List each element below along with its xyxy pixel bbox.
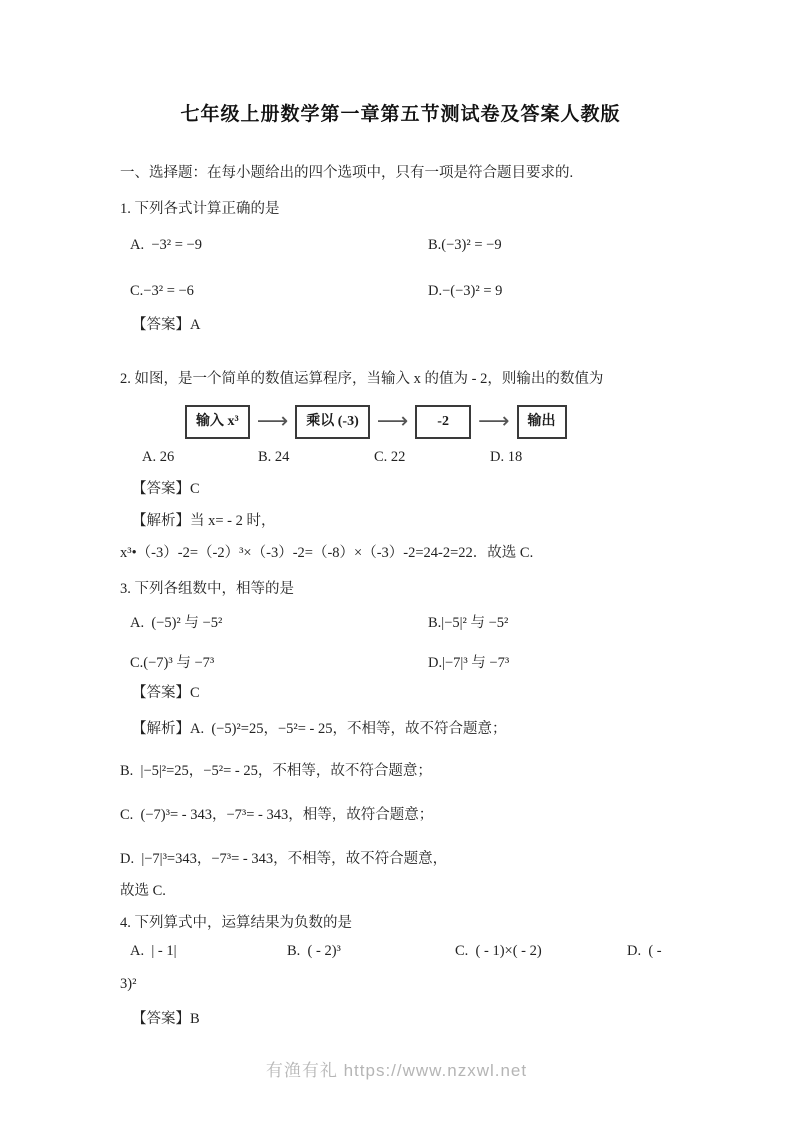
flow-box-subtract: -2 bbox=[415, 405, 471, 439]
question-4-stem: 4. 下列算式中，运算结果为负数的是 bbox=[120, 915, 352, 931]
option-a: A. −3² = −9 bbox=[130, 237, 202, 253]
option-b: B.|−5|² 与 −5² bbox=[428, 615, 509, 631]
question-3-options bbox=[130, 610, 681, 676]
option-d: D. ( - bbox=[627, 943, 662, 959]
question-3-analysis-b: B. |−5|²=25，−5²= - 25，不相等，故不符合题意； bbox=[120, 763, 432, 779]
question-3-conclusion: 故选 C. bbox=[120, 883, 166, 899]
question-3-stem: 3. 下列各组数中，相等的是 bbox=[120, 581, 294, 597]
option-c: C.(−7)³ 与 −7³ bbox=[130, 655, 215, 671]
option-d: D. 18 bbox=[490, 449, 523, 465]
flow-box-input: 输入 x³ bbox=[185, 405, 250, 439]
question-1-options bbox=[130, 232, 681, 304]
option-a: A. | - 1| bbox=[130, 943, 177, 959]
question-3-analysis-c: C. (−7)³= - 343，−7³= - 343，相等，故符合题意； bbox=[120, 807, 434, 823]
arrow-right-icon: ⟶ bbox=[477, 409, 510, 434]
question-3-analysis-a: 【解析】A. (−5)²=25，−5²= - 25，不相等，故不符合题意； bbox=[132, 721, 507, 737]
question-2-analysis-formula: x³•（-3）-2=（-2）³×（-3）-2=（-8）×（-3）-2=24-2=22．故选 C. bbox=[120, 545, 534, 561]
question-3-answer: 【答案】C bbox=[132, 685, 200, 701]
question-1-stem: 1. 下列各式计算正确的是 bbox=[120, 201, 280, 217]
watermark-footer: 有渔有礼 https://www.nzxwl.net bbox=[265, 1061, 528, 1080]
question-3 bbox=[120, 580, 681, 900]
flow-box-multiply: 乘以 (-3) bbox=[295, 405, 370, 439]
arrow-right-icon: ⟶ bbox=[376, 409, 409, 434]
flow-box-output: 输出 bbox=[517, 405, 567, 439]
page-title: 七年级上册数学第一章第五节测试卷及答案人教版 bbox=[180, 104, 621, 125]
question-2-analysis: 【解析】当 x= - 2 时， bbox=[132, 513, 276, 529]
question-4-answer: 【答案】B bbox=[132, 1011, 200, 1027]
question-1-answer: 【答案】A bbox=[132, 317, 201, 333]
question-4-options bbox=[130, 942, 681, 960]
flowchart bbox=[185, 404, 681, 440]
arrow-right-icon: ⟶ bbox=[256, 409, 289, 434]
question-2 bbox=[120, 370, 681, 564]
option-b: B. ( - 2)³ bbox=[287, 943, 341, 959]
option-c: C. 22 bbox=[374, 449, 406, 465]
option-d-wrap: 3)² bbox=[120, 976, 137, 992]
option-a: A. 26 bbox=[142, 449, 175, 465]
question-4 bbox=[120, 914, 681, 1028]
option-b: B. 24 bbox=[258, 449, 290, 465]
option-d: D.|−7|³ 与 −7³ bbox=[428, 655, 510, 671]
option-b: B.(−3)² = −9 bbox=[428, 237, 502, 253]
option-d: D.−(−3)² = 9 bbox=[428, 283, 503, 299]
question-1 bbox=[120, 200, 681, 334]
option-a: A. (−5)² 与 −5² bbox=[130, 615, 223, 631]
question-2-options bbox=[142, 448, 681, 466]
option-c: C. ( - 1)×( - 2) bbox=[455, 943, 542, 959]
question-2-answer: 【答案】C bbox=[132, 481, 200, 497]
option-c: C.−3² = −6 bbox=[130, 283, 194, 299]
section-header: 一、选择题：在每小题给出的四个选项中，只有一项是符合题目要求的. bbox=[120, 165, 574, 181]
question-3-analysis-d: D. |−7|³=343，−7³= - 343，不相等，故不符合题意， bbox=[120, 851, 448, 867]
question-2-stem: 2. 如图，是一个简单的数值运算程序，当输入 x 的值为 - 2，则输出的数值为 bbox=[120, 371, 604, 387]
